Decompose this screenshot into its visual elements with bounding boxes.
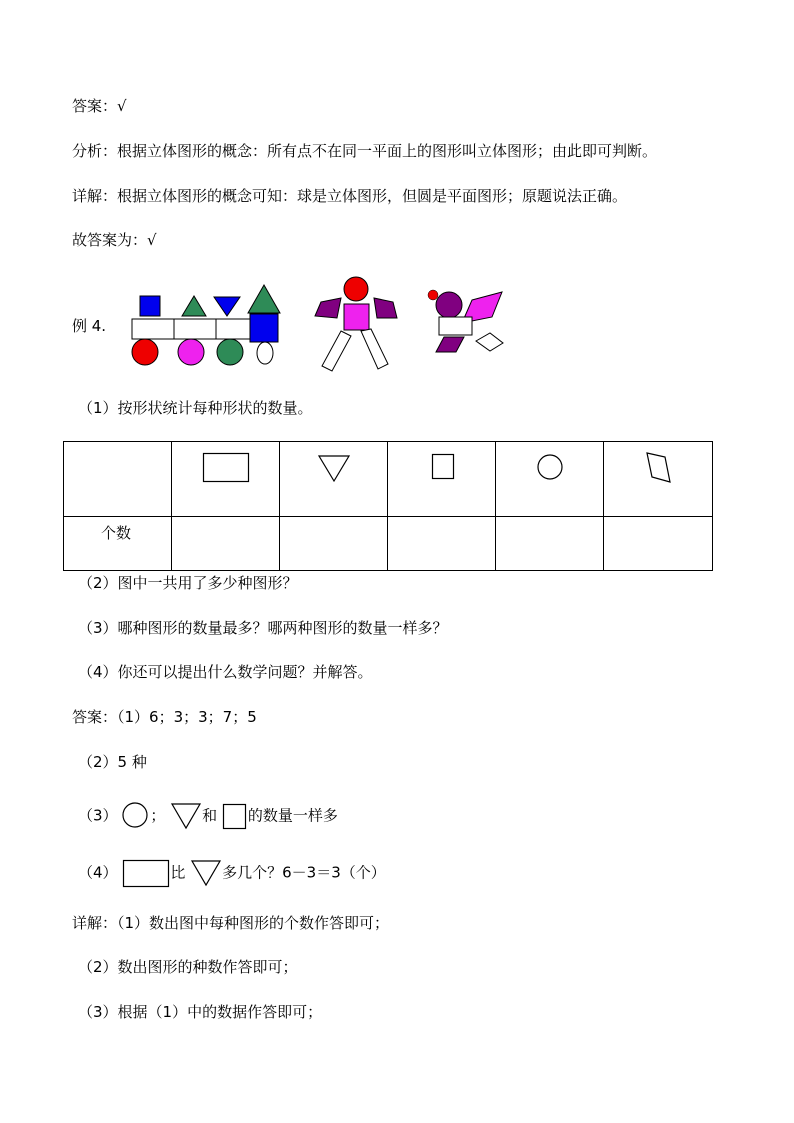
train-wheel-magenta: [178, 339, 204, 365]
train-inverted-triangle: [214, 297, 240, 316]
question-2: （2）图中一共用了多少种图形？: [78, 574, 298, 592]
person-head: [344, 277, 368, 301]
person-left-arm: [315, 298, 341, 318]
train-chimney-square: [140, 296, 160, 316]
creature-back-leg: [476, 333, 503, 351]
answer-line-1: 答案：（1）6；3；3；7；5: [72, 708, 257, 726]
train-figure: [128, 282, 288, 368]
answer-line-3: [78, 802, 338, 830]
question-3: （3）哪种图形的数量最多？哪两种图形的数量一样多？: [78, 619, 448, 637]
answer-label: 答案：: [72, 97, 118, 115]
answer-3-prefix: （3）: [78, 806, 118, 825]
train-car-1: [132, 319, 174, 339]
rectangle-icon: [204, 454, 249, 482]
rectangle-icon: [122, 858, 170, 888]
train-car-2: [174, 319, 216, 339]
answer-4-suffix: 多几个？6－3＝3（个）: [222, 863, 386, 882]
creature-nose: [428, 290, 438, 300]
example-label: 例 4.: [72, 317, 107, 335]
train-wheel-green: [217, 339, 243, 365]
train-car-3: [216, 319, 250, 339]
final-answer-label: 故答案为：: [72, 231, 148, 249]
circle-icon: [538, 455, 562, 479]
person-right-leg: [361, 329, 388, 369]
person-figure: [315, 276, 400, 374]
train-cab-square: [250, 314, 278, 342]
square-icon: [222, 802, 248, 830]
triangle-icon: [170, 802, 202, 830]
creature-body: [439, 317, 472, 335]
table-row-label: 个数: [101, 524, 132, 542]
answer-3-suffix: 的数量一样多: [247, 806, 338, 825]
answer-line-4: [78, 858, 386, 888]
question-1: （1）按形状统计每种形状的数量。: [78, 399, 313, 417]
triangle-icon: [319, 456, 349, 481]
creature-figure: [424, 287, 506, 357]
person-left-leg: [322, 331, 351, 371]
train-roof-triangle: [248, 285, 280, 313]
detail-line-2: （2）数出图形的种数作答即可；: [78, 958, 298, 976]
person-right-arm: [374, 298, 397, 318]
triangle-icon: [190, 859, 222, 887]
answer-line-2: （2）5 种: [78, 753, 147, 771]
parallelogram-icon: [647, 453, 670, 482]
question-4: （4）你还可以提出什么数学问题？并解答。: [78, 663, 373, 681]
creature-front-leg: [436, 337, 464, 352]
check-mark: √: [117, 97, 127, 115]
answer-line: [72, 96, 127, 116]
train-wheel-white: [257, 342, 273, 364]
creature-head: [436, 292, 462, 318]
train-triangle: [182, 296, 206, 316]
check-mark: √: [147, 231, 157, 249]
detail-line-3: （3）根据（1）中的数据作答即可；: [78, 1003, 323, 1021]
final-answer-line: [72, 230, 157, 250]
person-body: [344, 304, 369, 330]
detail-text: 详解：根据立体图形的概念可知：球是立体图形，但圆是平面图形；原题说法正确。: [72, 187, 628, 205]
answer-4-prefix: （4）: [78, 863, 118, 882]
circle-icon: [122, 802, 150, 830]
detail-line-1: 详解：（1）数出图中每种图形的个数作答即可；: [72, 914, 390, 932]
shape-count-table: [63, 441, 713, 572]
answer-4-bi: 比: [170, 863, 186, 882]
square-icon: [433, 455, 454, 479]
answer-3-and: 和: [202, 806, 218, 825]
answer-3-sep: ；: [150, 806, 166, 825]
train-wheel-red: [132, 339, 158, 365]
analysis-text: 分析：根据立体图形的概念：所有点不在同一平面上的图形叫立体图形；由此即可判断。: [72, 142, 658, 160]
